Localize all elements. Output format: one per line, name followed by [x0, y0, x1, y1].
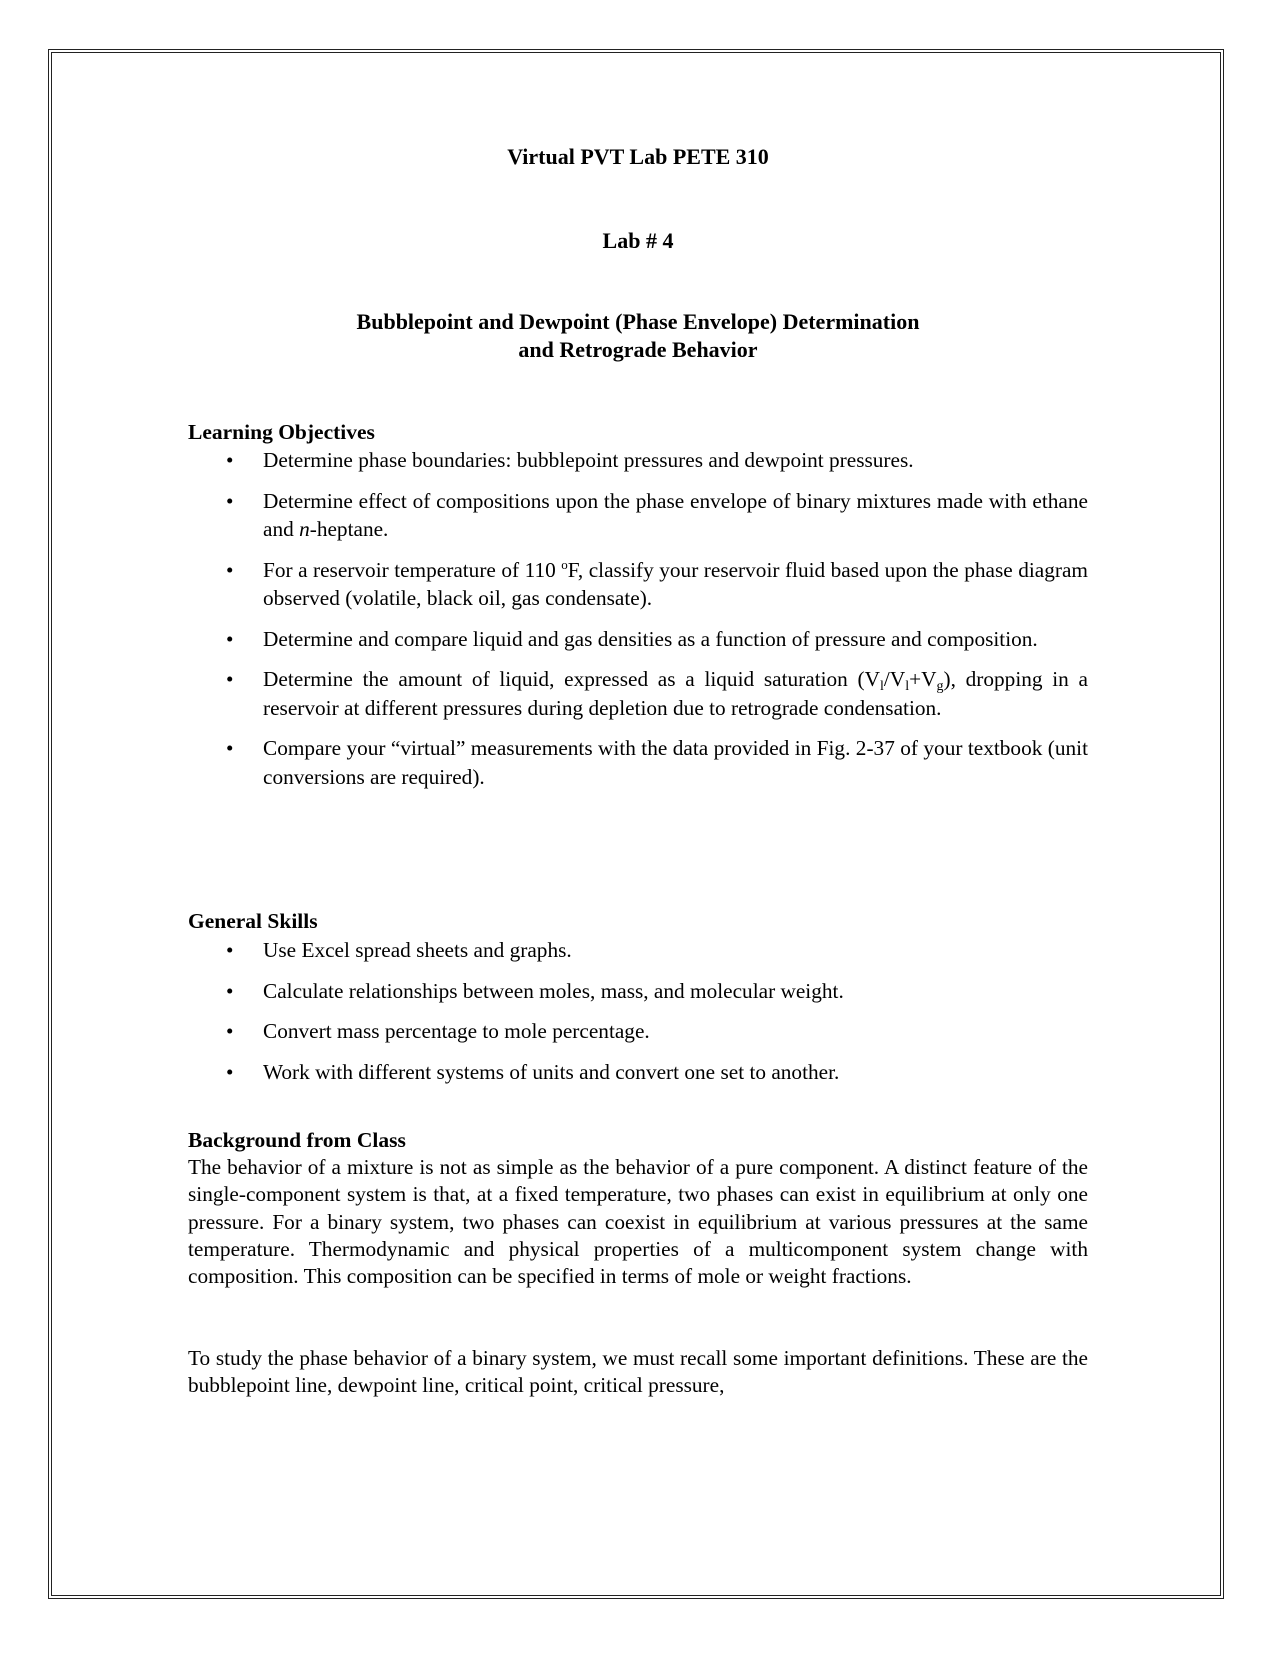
bullet-icon: • [226, 667, 234, 691]
general-skills-heading: General Skills [188, 909, 318, 933]
learning-objectives-list [188, 446, 1088, 803]
list-item: • Determine and compare liquid and gas densities as a function of pressure and composition. [188, 625, 1088, 654]
bullet-icon: • [226, 736, 234, 760]
bullet-icon: • [226, 978, 234, 1003]
bullet-icon: • [226, 448, 234, 472]
bullet-icon: • [226, 938, 234, 962]
bullet-icon: • [226, 1059, 234, 1084]
background-paragraph-1: The behavior of a mixture is not as simple as the behavior of a pure component. A distinct feature of the single-component system is that, at a fixed temperature, two phases can exist in equilibrium at only one pressure. For a binary system, two phases can coexist in equilibrium at various pressures at the same temperature. Thermodynamic and physical properties of a multicomponent system change with composition. This composition can be specified in terms of mole or weight fractions. [188, 1155, 1088, 1289]
bullet-icon: • [226, 626, 234, 651]
list-item: • Calculate relationships between moles, mass, and molecular weight. [188, 977, 1088, 1006]
list-item: • Use Excel spread sheets and graphs. [188, 936, 1088, 965]
bullet-icon: • [226, 488, 234, 513]
list-item: • Determine phase boundaries: bubblepoint pressures and dewpoint pressures. [188, 446, 1088, 475]
list-item: • Convert mass percentage to mole percentage. [188, 1017, 1088, 1046]
list-item: • Determine effect of compositions upon the phase envelope of binary mixtures made with ethane and n-heptane. [226, 488, 1088, 541]
bullet-icon: • [226, 1019, 234, 1043]
background-paragraph-2: To study the phase behavior of a binary system, we must recall some important definitions. These are the bubblepoint line, dewpoint line, critical point, critical pressure, [188, 1346, 1088, 1398]
list-item: • Work with different systems of units and convert one set to another. [188, 1058, 1088, 1087]
subtitle-line-2: and Retrograde Behavior [518, 337, 758, 362]
subtitle-line-1: Bubblepoint and Dewpoint (Phase Envelope) Determination [356, 309, 920, 334]
learning-objectives-heading: Learning Objectives [188, 420, 375, 444]
bullet-icon: • [226, 557, 234, 582]
list-item: • For a reservoir temperature of 110 $^o$F, classify your reservoir fluid based upon the phase diagram observed (volatile, black oil, gas condensate). [226, 556, 1088, 610]
list-item: • Determine the amount of liquid, expressed as a liquid saturation $(V_l/V_l+V_g)$, dropping in a reservoir at different pressures during depletion due to retrograde condensation. [226, 667, 1089, 720]
document-title: Virtual PVT Lab PETE 310 [507, 144, 769, 169]
list-item: • Compare your “virtual” measurements with the data provided in Fig. 2-37 of your textbook (unit conversions are required). [226, 736, 1088, 789]
lab-number: Lab # 4 [602, 228, 674, 253]
general-skills-list [188, 936, 1088, 1098]
background-heading: Background from Class [188, 1128, 406, 1152]
